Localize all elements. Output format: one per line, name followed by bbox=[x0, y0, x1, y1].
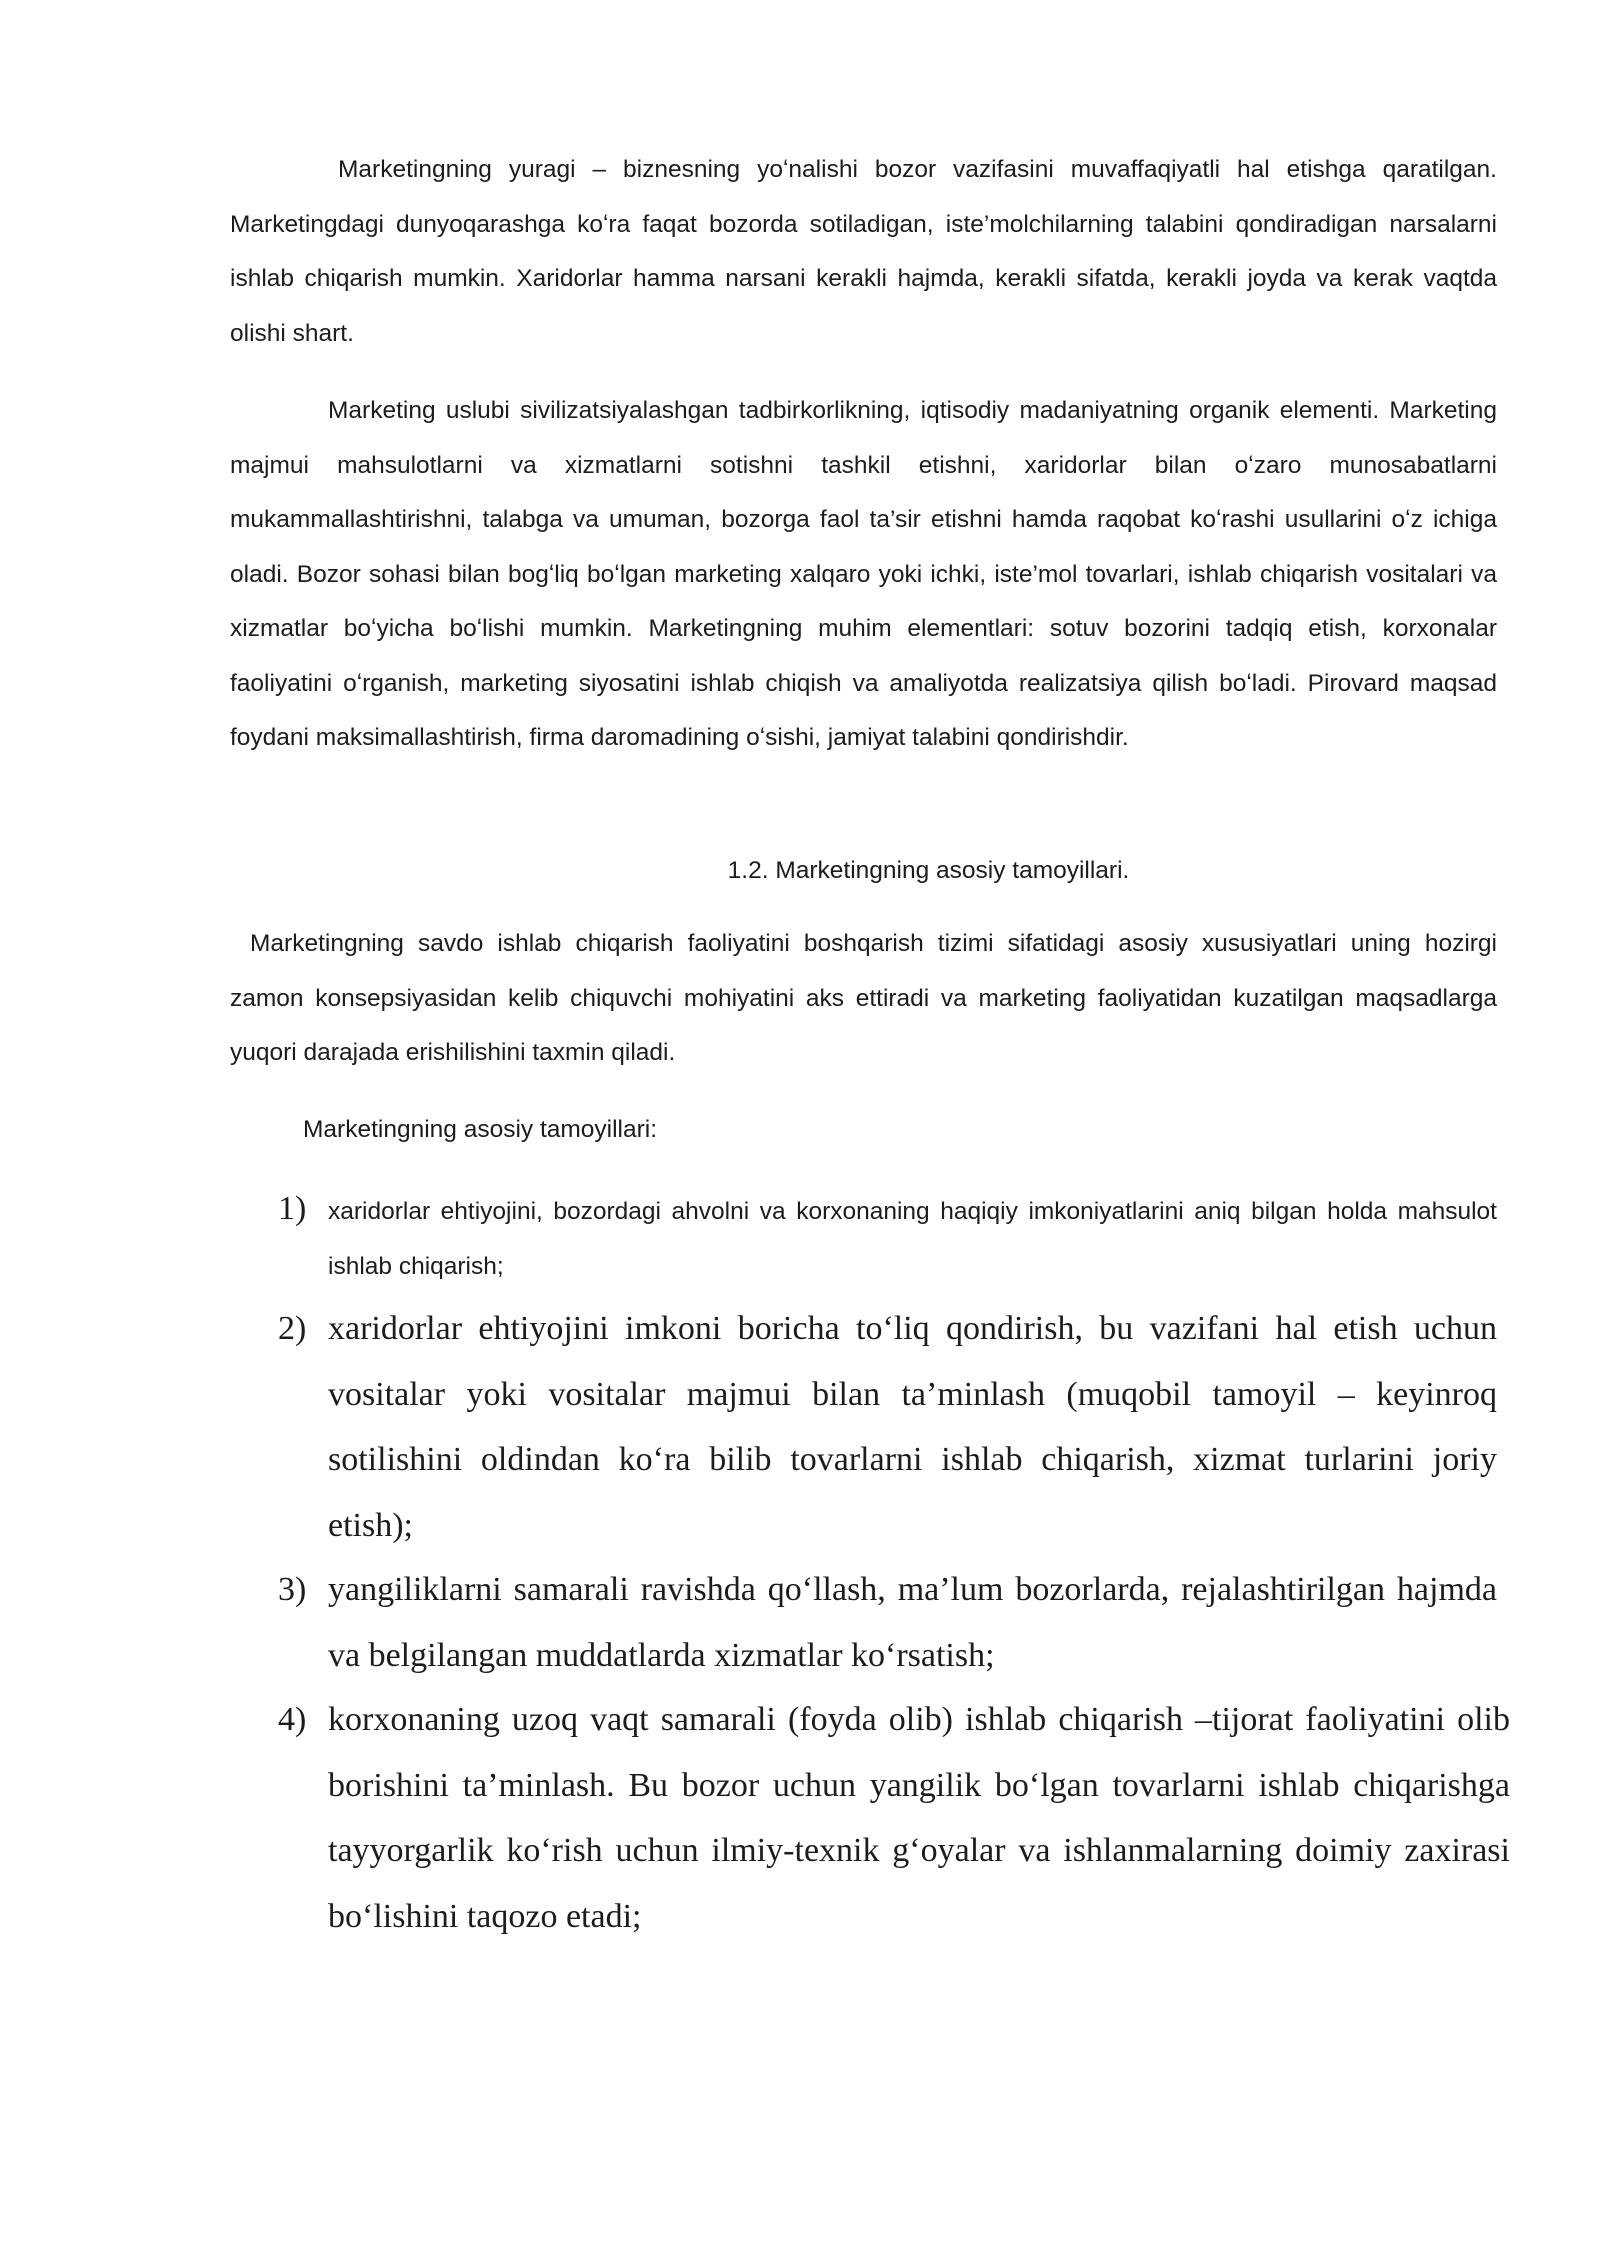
list-intro: Marketingning asosiy tamoyillari: bbox=[303, 1116, 658, 1143]
paragraph: Marketing uslubi sivilizatsiyalashgan tadbirkorlikning, iqtisodiy madaniyatning organik elementi. Marketing majmui mahsulotlarni va xizmatlarni sotishni tashkil etishni, xaridorlar bilan oʻzaro munosabatlarni mukammallashtirishni, talabga va umuman, bozorga faol ta’sir etishni hamda raqobat koʻrashi usullarini oʻz ichiga oladi. Bozor sohasi bilan bogʻliq boʻlgan marketing xalqaro yoki ichki, iste’mol tovarlari, ishlab chiqarish vositalari va xizmatlar boʻyicha boʻlishi mumkin. Marketingning muhim elementlari: sotuv bozorini tadqiq etish, korxonalar faoliyatini oʻrganish, marketing siyosatini ishlab chiqish va amaliyotda realizatsiya qilish boʻladi. Pirovard maqsad foydani maksimallashtirish, firma daromadining oʻsishi, jamiyat talabini qondirishdir. bbox=[230, 397, 1497, 751]
list-item-number: 3) bbox=[278, 1571, 307, 1608]
paragraph: Marketingning yuragi – biznesning yoʻnalishi bozor vazifasini muvaffaqiyatli hal etishga qaratilgan. Marketingdagi dunyoqarashga koʻra faqat bozorda sotiladigan, iste’molchilarning talabini qondiradigan narsalarni ishlab chiqarish mumkin. Xaridorlar hamma narsani kerakli hajmda, kerakli sifatda, kerakli joyda va kerak vaqtda olishi shart. bbox=[230, 156, 1497, 347]
list-item-number: 4) bbox=[278, 1701, 307, 1738]
list-item-number: 2) bbox=[278, 1310, 307, 1347]
paragraph: Marketingning savdo ishlab chiqarish faoliyatini boshqarish tizimi sifatidagi asosiy xususiyatlari uning hozirgi zamon konsepsiyasidan kelib chiquvchi mohiyatini aks ettiradi va marketing faoliyatidan kuzatilgan maqsadlarga yuqori darajada erishilishini taxmin qiladi. bbox=[230, 930, 1497, 1066]
list-item-text: xaridorlar ehtiyojini, bozordagi ahvolni va korxonaning haqiqiy imkoniyatlarini aniq bilgan holda mahsulot ishlab chiqarish; bbox=[328, 1198, 1497, 1280]
list-item-text: korxonaning uzoq vaqt samarali (foyda olib) ishlab chiqarish –tijorat faoliyatini olib borishini ta’minlash. Bu bozor uchun yangilik boʻlgan tovarlarni ishlab chiqarishga tayyorgarlik koʻrish uchun ilmiy-texnik gʻoyalar va ishlanmalarning doimiy zaxirasi boʻlishini taqozo etadi; bbox=[328, 1701, 1510, 1935]
list-item-number: 1) bbox=[278, 1190, 307, 1227]
list-item-text: yangiliklarni samarali ravishda qoʻllash, ma’lum bozorlarda, rejalashtirilgan hajmda va belgilangan muddatlarda xizmatlar koʻrsatish; bbox=[328, 1571, 1497, 1674]
list-item-text: xaridorlar ehtiyojini imkoni boricha toʻliq qondirish, bu vazifani hal etish uchun vositalar yoki vositalar majmui bilan ta’minlash (muqobil tamoyil – keyinroq sotilishini oldindan koʻra bilib tovarlarni ishlab chiqarish, xizmat turlarini joriy etish); bbox=[328, 1310, 1497, 1544]
section-heading: 1.2. Marketingning asosiy tamoyillari. bbox=[727, 857, 1130, 884]
